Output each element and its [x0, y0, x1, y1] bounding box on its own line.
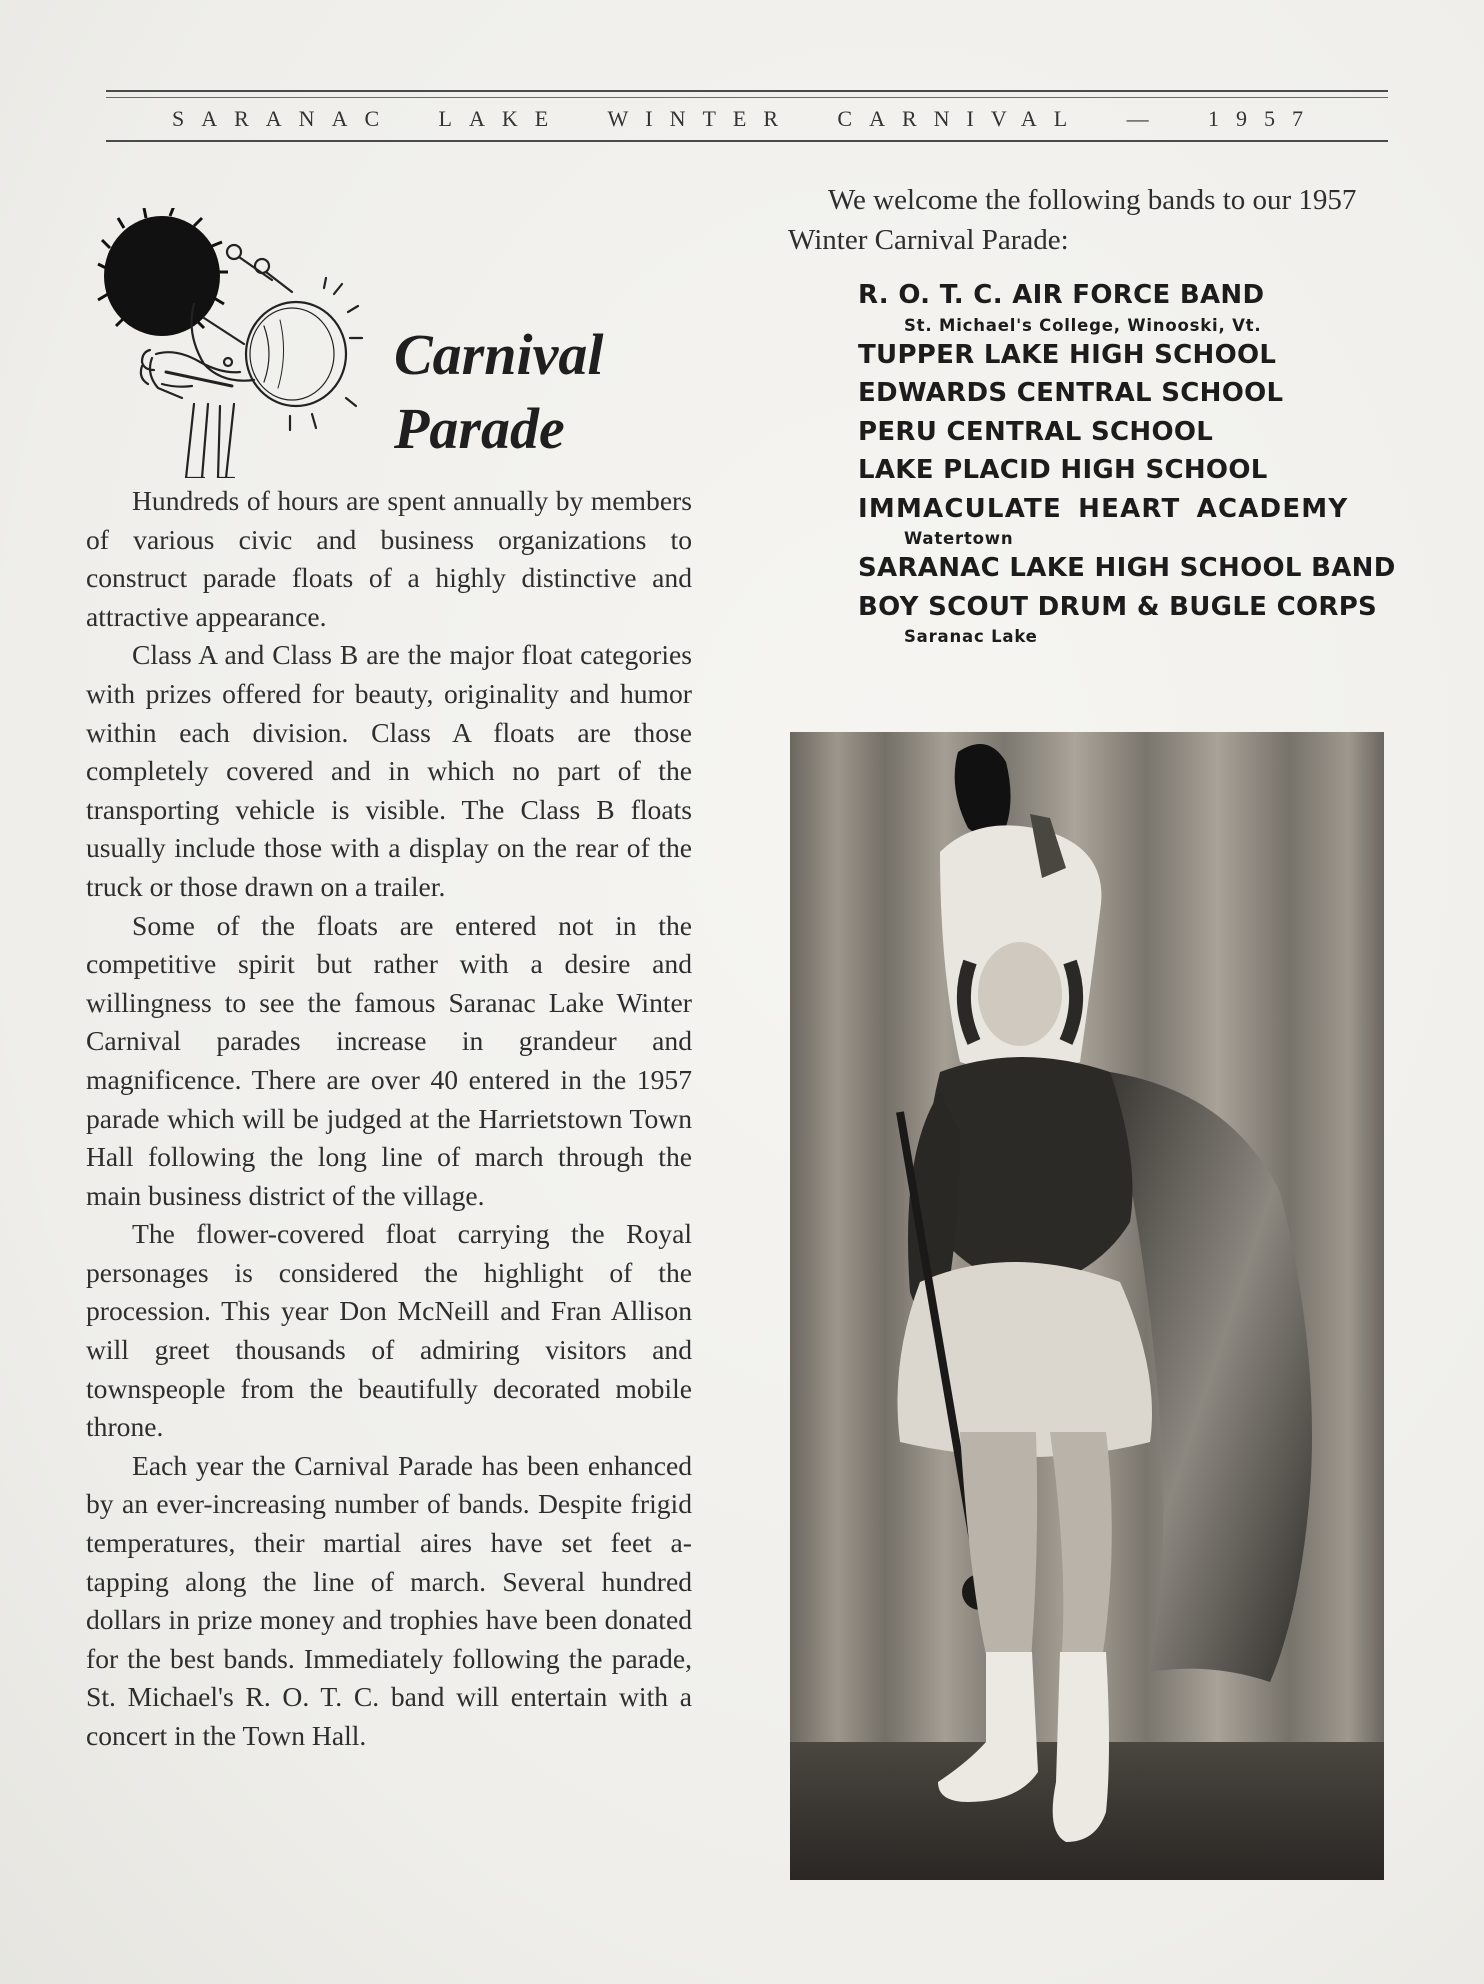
band-list: [858, 276, 1418, 647]
band-name: IMMACULATE HEART ACADEMY: [858, 493, 1349, 524]
band-name: TUPPER LAKE HIGH SCHOOL: [858, 339, 1277, 370]
band-name: PERU CENTRAL SCHOOL: [858, 416, 1214, 447]
running-header: [106, 106, 1388, 132]
band-note: Watertown: [904, 529, 1014, 548]
article-title-line2: Parade: [394, 396, 565, 461]
header-word: SARANAC: [172, 106, 397, 131]
article-paragraph: The flower-covered float carrying the Royal personages is considered the highlight of the procession. This year Don McNeill and Fran Allison will greet thousands of admiring visitors and townspeople from the beautifully decorated mobile throne.: [86, 1218, 692, 1443]
article-title: [394, 318, 604, 466]
band-name: EDWARDS CENTRAL SCHOOL: [858, 378, 1284, 408]
plume-icon: [98, 208, 228, 336]
header-rule-top-thin: [106, 97, 1388, 98]
article-paragraph: Each year the Carnival Parade has been enhanced by an ever-increasing number of bands. Despite frigid temperatures, their martial aires have set feet a-tapping along the line of march. Several hundred dollars in prize money and trophies have been donated for the best bands. Immediately following the parade, St. Michael's R. O. T. C. band will entertain with a concert in the Town Hall.: [86, 1449, 692, 1751]
article-title-line1: Carnival: [394, 322, 604, 387]
band-name: SARANAC LAKE HIGH SCHOOL BAND: [858, 553, 1396, 583]
header-word: WINTER: [607, 106, 796, 131]
drum-major-illustration-icon: [96, 208, 366, 478]
article-paragraph: Hundreds of hours are spent annually by members of various civic and business organizations to construct parade floats of a highly distinctive and attractive appearance.: [86, 485, 692, 632]
header-rule-top: [106, 90, 1388, 92]
header-year: 1957: [1207, 106, 1320, 131]
header-dash: —: [1126, 106, 1166, 131]
article-body: [86, 482, 692, 1756]
article-paragraph: Some of the floats are entered not in the competitive spirit but rather with a desire and willingness to see the famous Saranac Lake Winter Carnival parades increase in grandeur and magnificence. There are over 40 entered in the 1957 parade which will be judged at the Harrietstown Town Hall following the long line of march through the main business district of the village.: [86, 909, 692, 1211]
band-note: St. Michael's College, Winooski, Vt.: [904, 315, 1262, 335]
band-note: Saranac Lake: [904, 627, 1038, 646]
majorette-photo-icon: [790, 732, 1384, 1880]
band-name: LAKE PLACID HIGH SCHOOL: [858, 455, 1268, 485]
bands-intro: We welcome the following bands to our 1957 Winter Carnival Parade:: [788, 184, 1357, 256]
header-word: CARNIVAL: [837, 106, 1085, 131]
header-rule-bottom: [106, 140, 1388, 142]
article-paragraph: Class A and Class B are the major float categories with prizes offered for beauty, originality and humor within each division. Class A floats are those completely covered and in which no part of the transporting vehicle is visible. The Class B floats usually include those with a display on the rear of the truck or those drawn on a trailer.: [86, 639, 692, 902]
header-word: LAKE: [438, 106, 566, 131]
band-name: R. O. T. C. AIR FORCE BAND: [858, 280, 1265, 310]
band-name: BOY SCOUT DRUM & BUGLE CORPS: [858, 591, 1378, 622]
